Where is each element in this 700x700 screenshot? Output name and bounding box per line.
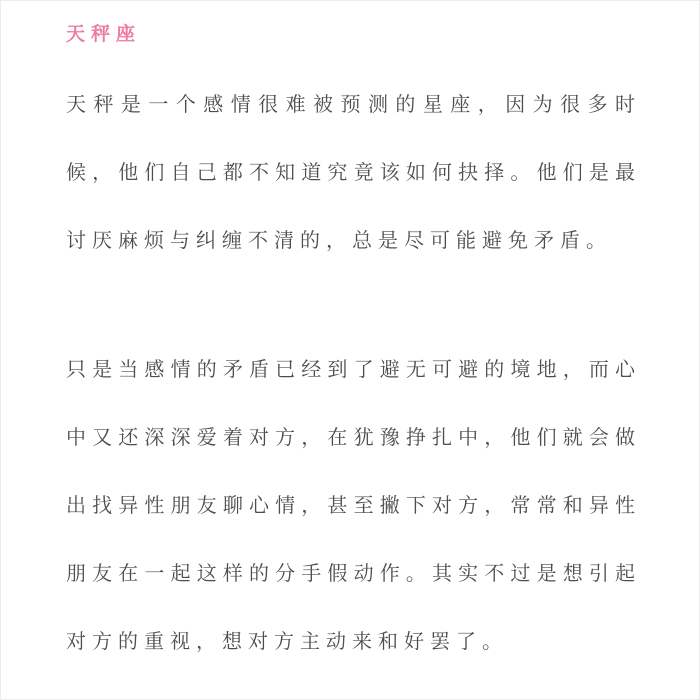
paragraph-1-line-2: 候，他们自己都不知道究竟该如何抉择。他们是最 bbox=[66, 162, 635, 184]
paragraph-1 bbox=[66, 71, 635, 275]
paragraph-1-line-1: 天秤是一个感情很难被预测的星座，因为很多时 bbox=[66, 94, 635, 116]
paragraph-2-line-2: 中又还深深爱着对方，在犹豫挣扎中，他们就会做 bbox=[66, 427, 635, 449]
paragraph-2-line-4: 朋友在一起这样的分手假动作。其实不过是想引起 bbox=[66, 563, 635, 585]
article-title: 天秤座 bbox=[66, 24, 142, 45]
paragraph-2 bbox=[66, 336, 635, 676]
paragraph-2-line-1: 只是当感情的矛盾已经到了避无可避的境地，而心 bbox=[66, 359, 635, 381]
paragraph-1-line-3: 讨厌麻烦与纠缠不清的，总是尽可能避免矛盾。 bbox=[66, 230, 612, 252]
paragraph-2-line-5: 对方的重视，想对方主动来和好罢了。 bbox=[66, 631, 508, 653]
paragraph-2-line-3: 出找异性朋友聊心情，甚至撇下对方，常常和异性 bbox=[66, 495, 635, 517]
